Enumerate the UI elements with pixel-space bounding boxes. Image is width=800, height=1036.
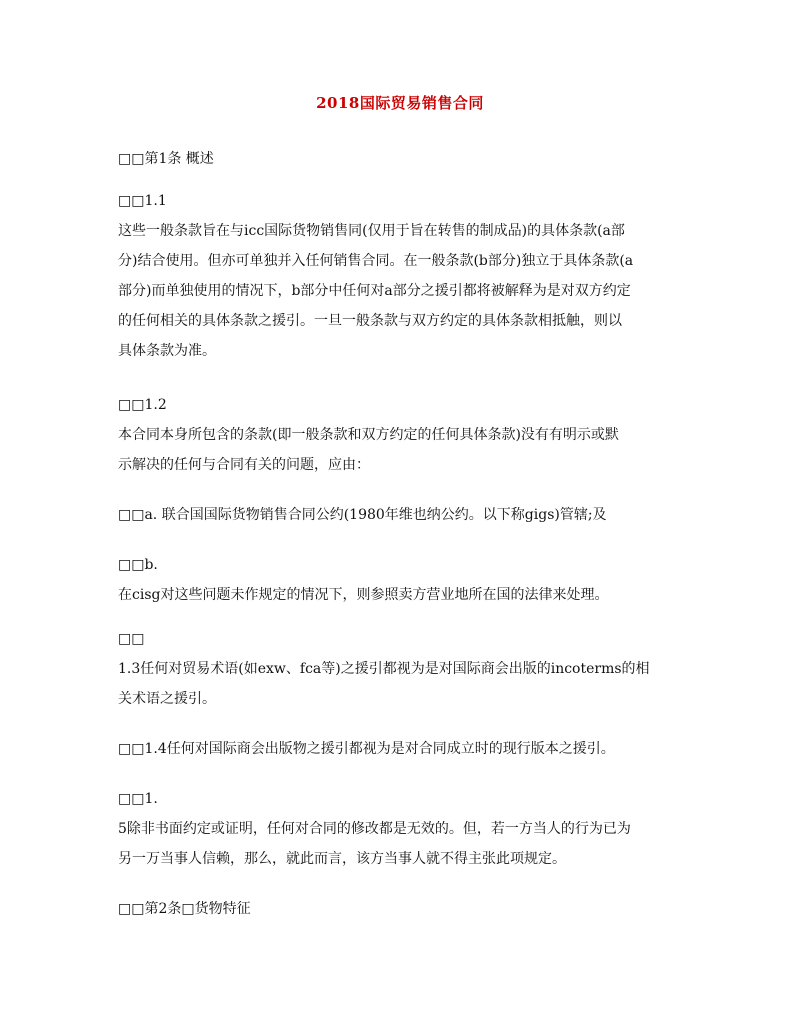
clause-1-4	[118, 734, 688, 764]
clause-1-2-b	[118, 550, 688, 610]
clause-number: □□1.2	[118, 397, 167, 413]
clause-text-line: 分)结合使用。但亦可单独并入任何销售合同。在一般条款(b部分)独立于具体条款(a	[118, 253, 634, 269]
clause-text-line: 部分)而单独使用的情况下，b部分中任何对a部分之援引都将被解释为是对双方约定	[118, 283, 631, 299]
heading-line: □□第1条 概述	[118, 151, 214, 167]
clause-text-line: 1.3任何对贸易术语(如exw、fca等)之援引都视为是对国际商会出版的incoterms的相	[118, 661, 650, 677]
clause-text-line: □□a. 联合国国际货物销售合同公约(1980年维也纳公约。以下称gigs)管辖;及	[118, 507, 607, 523]
clause-number: □□	[118, 631, 145, 647]
clause-number: □□1.1	[118, 193, 167, 209]
clause-text-line: 关术语之援引。	[118, 691, 216, 707]
clause-number: □□1.	[118, 791, 158, 807]
section-heading-article-2	[118, 894, 688, 924]
section-heading-article-1	[118, 144, 688, 174]
clause-text-line: 在cisg对这些问题未作规定的情况下，则参照卖方营业地所在国的法律来处理。	[118, 587, 609, 603]
clause-text-line: 的任何相关的具体条款之援引。一旦一般条款与双方约定的具体条款相抵触，则以	[118, 313, 622, 329]
document-title: 2018国际贸易销售合同	[316, 94, 484, 112]
clause-1-2	[118, 390, 688, 480]
clause-1-1	[118, 186, 688, 366]
clause-1-3	[118, 624, 688, 714]
clause-text-line: 示解决的任何与合同有关的问题，应由：	[118, 457, 370, 473]
clause-text-line: 这些一般条款旨在与icc国际货物销售同(仅用于旨在转售的制成品)的具体条款(a部	[118, 223, 625, 239]
clause-1-2-a	[118, 500, 688, 530]
clause-text-line: 5除非书面约定或证明，任何对合同的修改都是无效的。但，若一方当人的行为已为	[118, 821, 631, 837]
heading-line: □□第2条□货物特征	[118, 901, 251, 917]
clause-text-line: 另一万当事人信赖，那么，就此而言，该方当事人就不得主张此项规定。	[118, 851, 566, 867]
clause-number: □□b.	[118, 557, 158, 573]
clause-text-line: 具体条款为准。	[118, 343, 216, 359]
clause-text-line: □□1.4任何对国际商会出版物之援引都视为是对合同成立时的现行版本之援引。	[118, 741, 615, 757]
clause-1-5	[118, 784, 688, 874]
clause-text-line: 本合同本身所包含的条款(即一般条款和双方约定的任何具体条款)没有有明示或默	[118, 427, 619, 443]
